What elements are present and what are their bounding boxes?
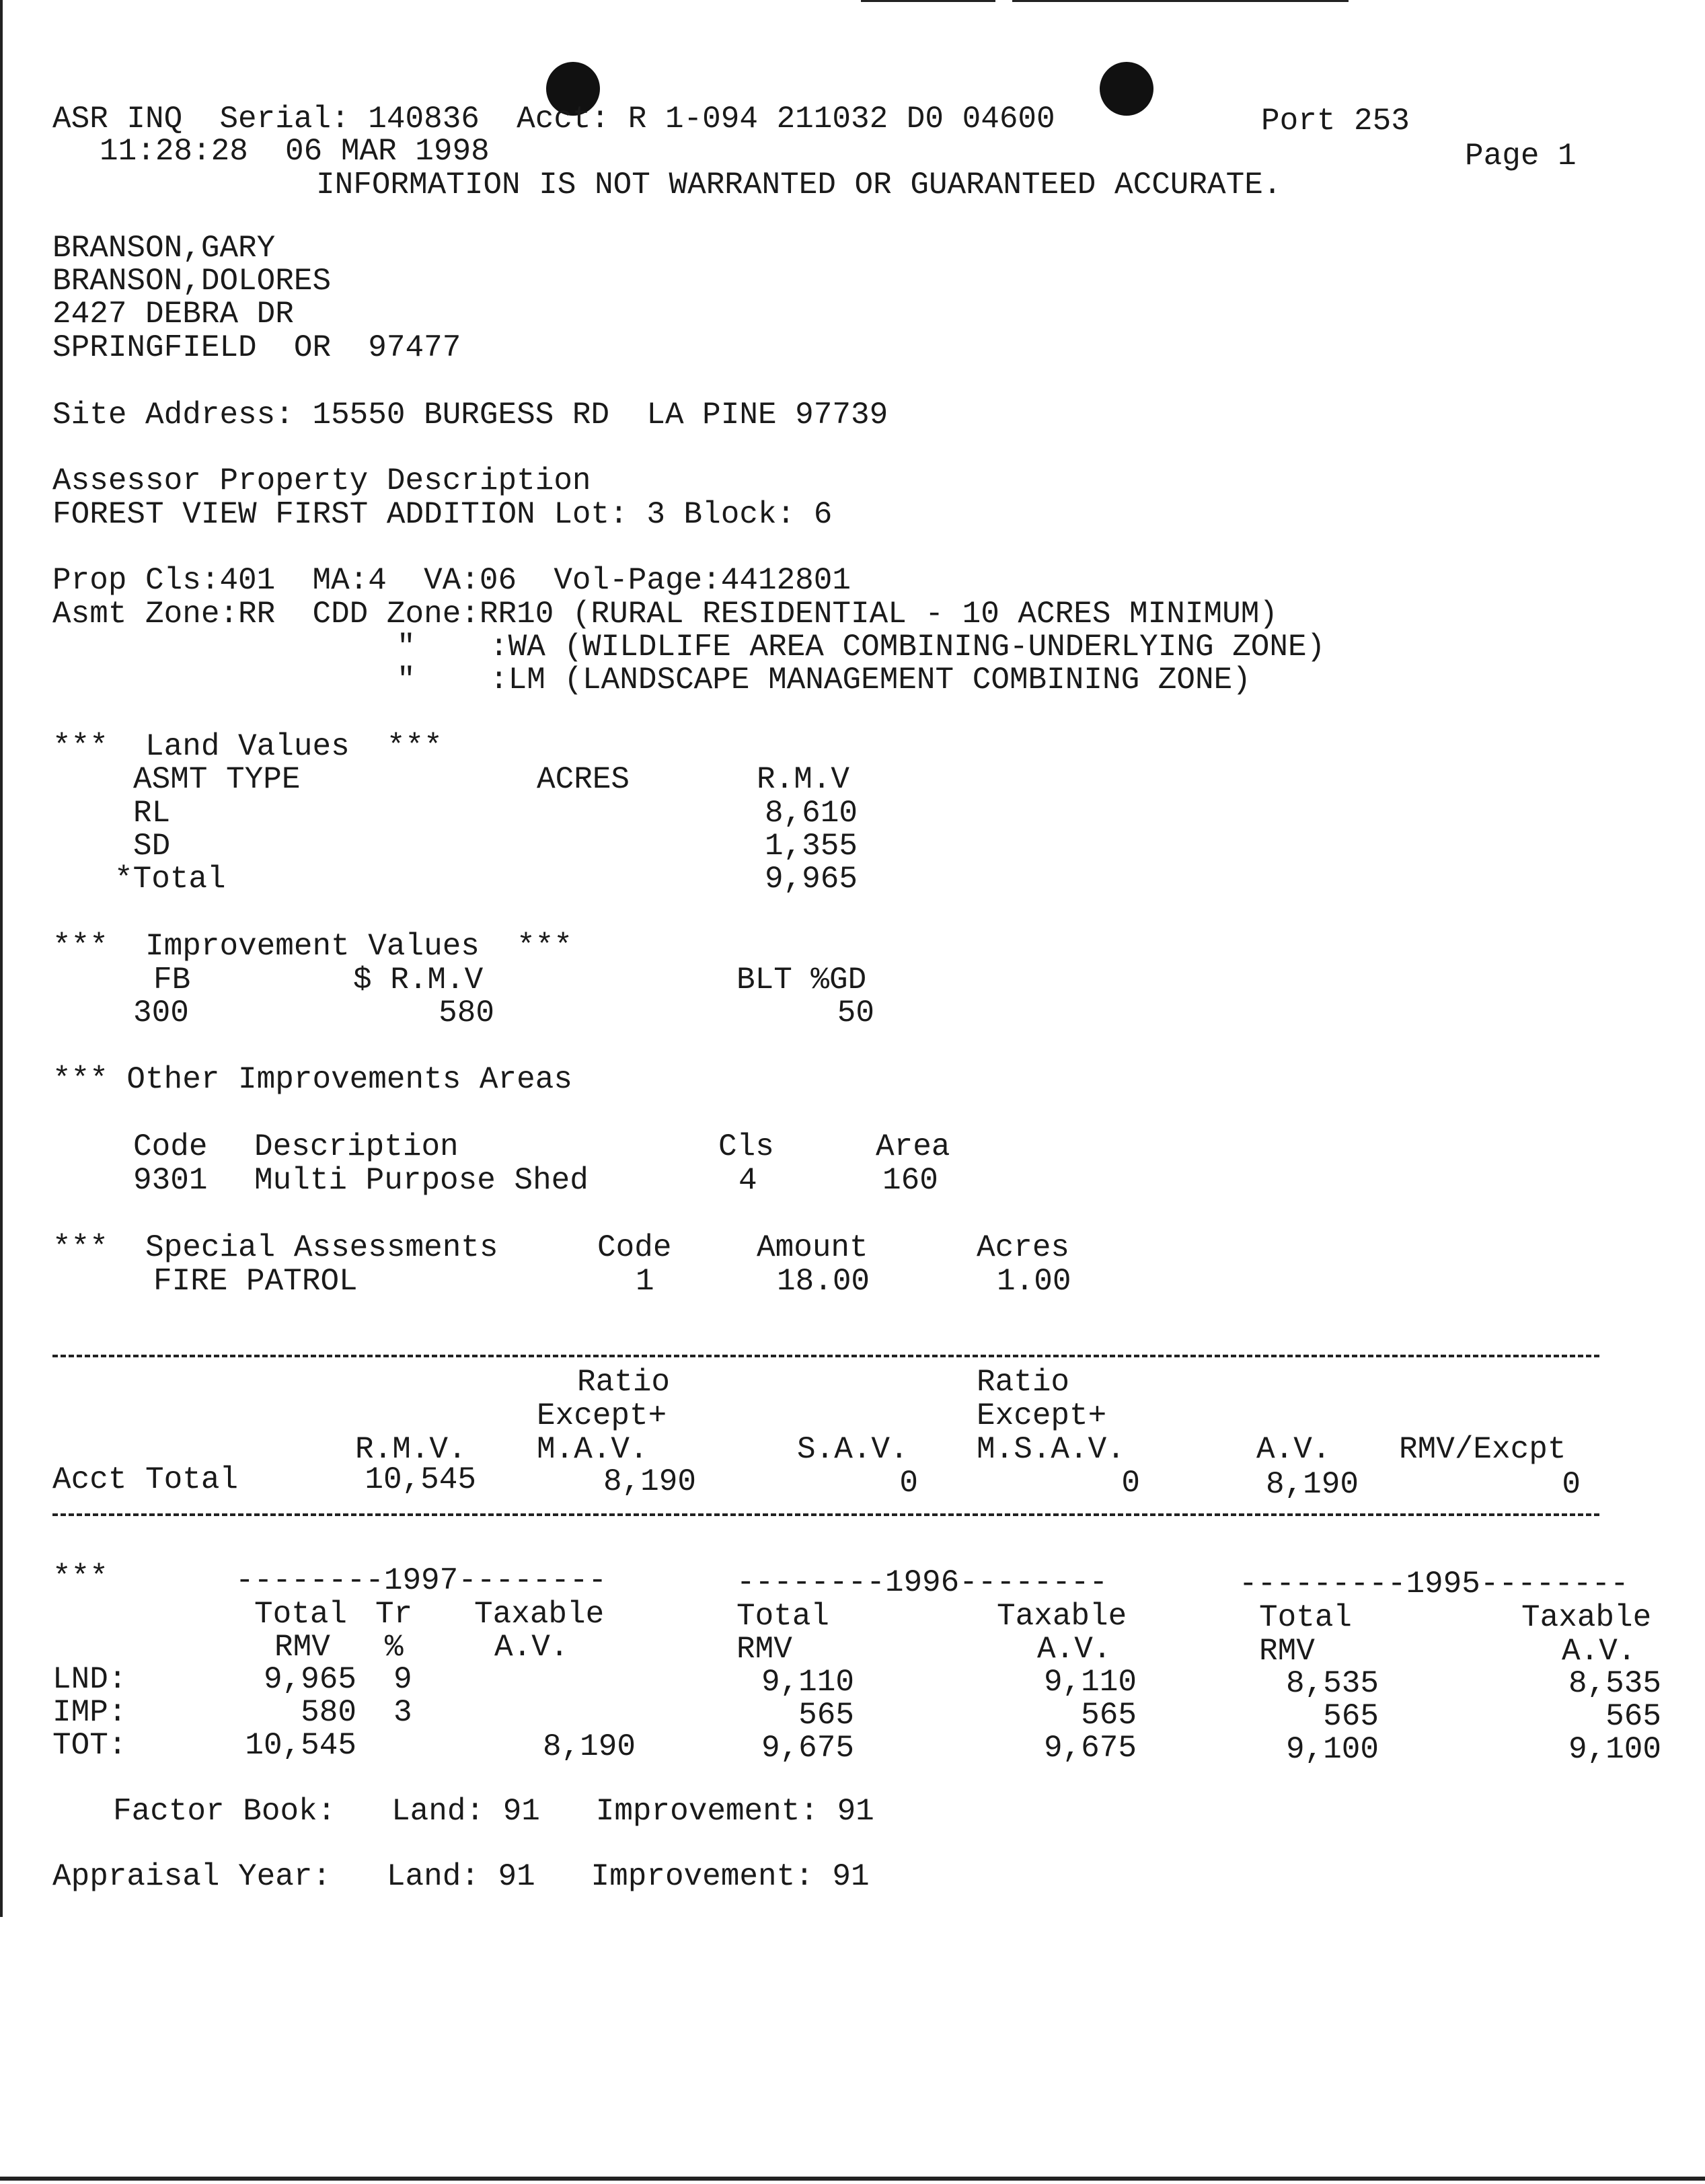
property-heading: Assessor Property Description <box>52 463 591 498</box>
special-code: 1 <box>636 1264 654 1299</box>
history-rmv-1996: 9,675 <box>761 1731 854 1766</box>
history-header-taxable-1997: Taxable <box>474 1597 605 1632</box>
acct-col-av: A.V. <box>1256 1432 1331 1467</box>
improvement-col-blt-gd: BLT %GD <box>736 963 867 997</box>
except-label-1: Except+ <box>537 1398 667 1433</box>
property-description: FOREST VIEW FIRST ADDITION Lot: 3 Block: 6 <box>52 497 833 532</box>
history-header-rmv-1997: RMV <box>274 1630 330 1665</box>
other-code: 9301 <box>133 1163 208 1198</box>
improvement-col-fb: FB <box>153 963 191 997</box>
land-col-acres: ACRES <box>537 762 630 797</box>
bottom-scan-edge <box>0 2177 1705 2181</box>
history-tr: 3 <box>393 1695 412 1730</box>
history-rmv-1996: 9,110 <box>761 1665 854 1700</box>
top-scan-edge <box>861 0 995 2</box>
header-serial-acct: ASR INQ Serial: 140836 Acct: R 1-094 211032 D0 04600 <box>52 102 1055 137</box>
other-area: 160 <box>882 1163 938 1198</box>
history-year-1996: --------1996-------- <box>736 1565 1108 1600</box>
ratio-label-1: Ratio <box>577 1365 671 1400</box>
history-rmv-1997: 9,965 <box>263 1662 356 1697</box>
owner-street: 2427 DEBRA DR <box>52 297 294 332</box>
improvement-gd: 50 <box>837 995 874 1030</box>
history-header-av-1997: A.V. <box>494 1630 569 1665</box>
history-year-1997: --------1997-------- <box>235 1563 607 1598</box>
owner-city-state-zip: SPRINGFIELD OR 97477 <box>52 330 461 365</box>
top-scan-edge-right <box>1012 0 1349 2</box>
acct-total-msav: 0 <box>1121 1466 1140 1501</box>
acct-col-msav: M.S.A.V. <box>977 1432 1125 1467</box>
history-header-pct: % <box>385 1630 404 1665</box>
dashed-divider <box>52 1355 1599 1357</box>
zone-line-2: " :WA (WILDLIFE AREA COMBINING-UNDERLYING ZONE) <box>397 630 1326 665</box>
other-cls: 4 <box>738 1163 757 1198</box>
special-col-amount: Amount <box>757 1230 868 1265</box>
other-col-description: Description <box>254 1129 459 1164</box>
other-col-cls: Cls <box>718 1129 774 1164</box>
history-row-label: TOT: <box>52 1728 127 1763</box>
acct-col-sav: S.A.V. <box>797 1432 909 1467</box>
history-row-label: LND: <box>52 1662 127 1697</box>
history-header-taxable-1996: Taxable <box>997 1599 1127 1634</box>
left-scan-edge <box>0 0 3 1917</box>
history-header-total-1996: Total <box>736 1599 830 1634</box>
land-col-type: ASMT TYPE <box>133 762 301 797</box>
history-rmv-1997: 10,545 <box>245 1728 356 1763</box>
history-header-rmv-1996: RMV <box>736 1632 792 1667</box>
except-label-2: Except+ <box>977 1398 1107 1433</box>
owner-name-2: BRANSON,DOLORES <box>52 264 332 299</box>
property-class-line: Prop Cls:401 MA:4 VA:06 Vol-Page:4412801 <box>52 563 851 598</box>
owner-name-1: BRANSON,GARY <box>52 231 276 266</box>
land-row-type: RL <box>133 796 171 831</box>
acct-total-rmv-excpt: 0 <box>1562 1467 1581 1502</box>
zone-line-1: Asmt Zone:RR CDD Zone:RR10 (RURAL RESIDENTIAL - 10 ACRES MINIMUM) <box>52 597 1278 632</box>
history-taxable-1995: 9,100 <box>1568 1732 1661 1767</box>
history-taxable-1996: 9,110 <box>1043 1665 1137 1700</box>
history-tr: 9 <box>393 1662 412 1697</box>
history-rmv-1997: 580 <box>301 1695 356 1730</box>
improvement-col-rmv: $ R.M.V <box>353 963 484 997</box>
header-disclaimer: INFORMATION IS NOT WARRANTED OR GUARANTEED ACCURATE. <box>316 167 1282 202</box>
other-description: Multi Purpose Shed <box>254 1163 589 1198</box>
improvement-rmv: 580 <box>439 995 494 1030</box>
history-header-taxable-1995: Taxable <box>1521 1600 1652 1635</box>
land-col-rmv: R.M.V <box>757 762 850 797</box>
acct-col-rmv: R.M.V. <box>355 1432 467 1467</box>
history-taxable-1996: 565 <box>1081 1698 1137 1733</box>
other-col-code: Code <box>133 1129 208 1164</box>
land-row-type: SD <box>133 829 171 864</box>
history-header-total-1997: Total <box>254 1597 348 1632</box>
special-amount: 18.00 <box>777 1264 870 1299</box>
acct-col-rmv-excpt: RMV/Excpt <box>1399 1432 1566 1467</box>
acct-total-sav: 0 <box>899 1466 918 1501</box>
other-improvements-heading: *** Other Improvements Areas <box>52 1062 572 1097</box>
land-row-rmv: 8,610 <box>764 796 858 831</box>
appraisal-year-line: Appraisal Year: Land: 91 Improvement: 91 <box>52 1859 870 1894</box>
history-taxable-1996: 9,675 <box>1043 1731 1137 1766</box>
header-page: Page 1 <box>1465 139 1577 174</box>
land-row-rmv: 1,355 <box>764 829 858 864</box>
history-header-av-1995: A.V. <box>1562 1634 1636 1669</box>
acct-col-mav: M.A.V. <box>537 1432 648 1467</box>
history-rmv-1995: 8,535 <box>1285 1666 1379 1701</box>
special-assessments-heading: *** Special Assessments <box>52 1230 498 1265</box>
header-port: Port 253 <box>1261 104 1410 139</box>
site-address: Site Address: 15550 BURGESS RD LA PINE 97739 <box>52 398 888 432</box>
header-timestamp: 11:28:28 06 MAR 1998 <box>100 134 490 169</box>
history-header-total-1995: Total <box>1259 1600 1353 1635</box>
history-taxable-1997: 8,190 <box>542 1729 636 1764</box>
dashed-divider <box>52 1513 1599 1516</box>
land-total-rmv: 9,965 <box>764 862 858 897</box>
history-rmv-1995: 9,100 <box>1285 1732 1379 1767</box>
punch-hole-right <box>1100 62 1153 116</box>
special-col-code: Code <box>597 1230 672 1265</box>
special-acres: 1.00 <box>997 1264 1071 1299</box>
ratio-label-2: Ratio <box>977 1365 1070 1400</box>
special-name: FIRE PATROL <box>153 1264 358 1299</box>
history-taxable-1995: 565 <box>1605 1699 1661 1734</box>
land-total-label: *Total <box>114 862 226 897</box>
history-year-1995: ---------1995-------- <box>1239 1567 1629 1602</box>
land-values-heading: *** Land Values *** <box>52 729 443 764</box>
history-header-av-1996: A.V. <box>1037 1632 1112 1667</box>
improvement-values-heading: *** Improvement Values *** <box>52 929 572 964</box>
history-taxable-1995: 8,535 <box>1568 1666 1661 1701</box>
history-rmv-1996: 565 <box>798 1698 854 1733</box>
acct-total-av: 8,190 <box>1265 1467 1359 1502</box>
factor-book-line: Factor Book: Land: 91 Improvement: 91 <box>113 1794 874 1829</box>
improvement-fb: 300 <box>133 995 189 1030</box>
acct-total-label: Acct Total <box>52 1462 239 1497</box>
history-header-tr: Tr <box>375 1597 413 1632</box>
history-row-label: IMP: <box>52 1695 127 1730</box>
history-header-rmv-1995: RMV <box>1259 1634 1315 1669</box>
special-col-acres: Acres <box>977 1230 1070 1265</box>
other-col-area: Area <box>876 1129 950 1164</box>
history-rmv-1995: 565 <box>1323 1699 1379 1734</box>
acct-total-mav: 8,190 <box>603 1464 696 1499</box>
history-stars: *** <box>52 1560 108 1595</box>
zone-line-3: " :LM (LANDSCAPE MANAGEMENT COMBINING ZONE) <box>397 663 1251 698</box>
acct-total-rmv: 10,545 <box>365 1462 476 1497</box>
